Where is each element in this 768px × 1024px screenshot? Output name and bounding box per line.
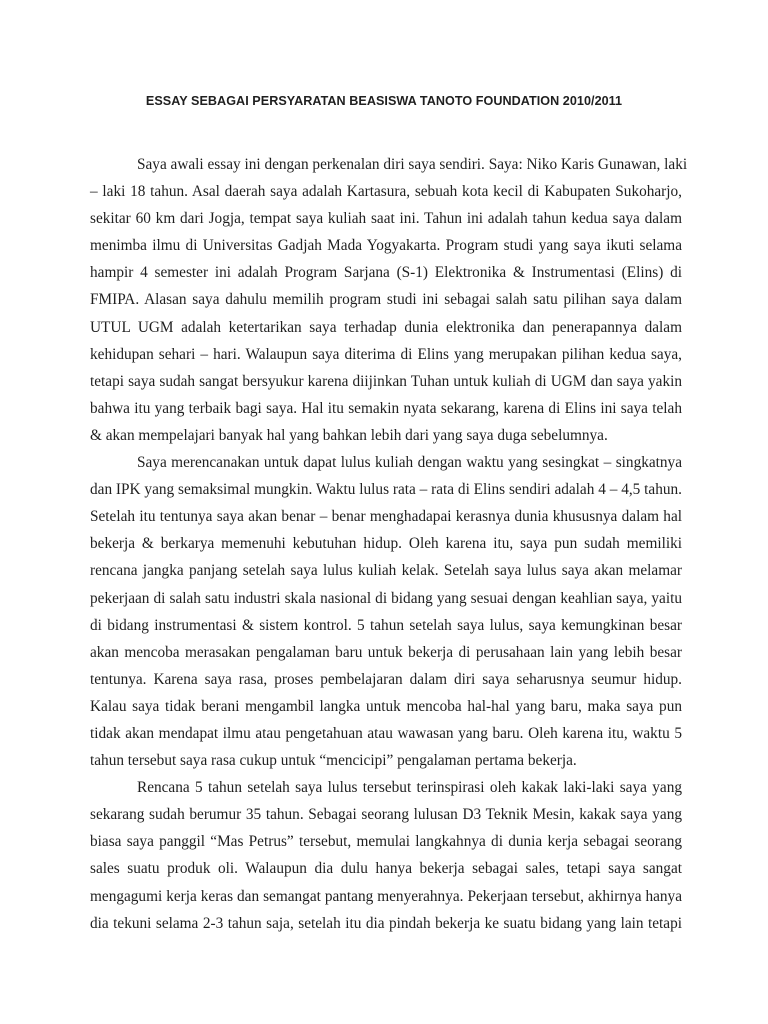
paragraph-2	[90, 449, 682, 774]
paragraph-3	[90, 774, 682, 937]
text-line: Saya awali essay ini dengan perkenalan diri saya sendiri. Saya: Niko Karis Gunawan, laki	[137, 156, 688, 173]
text-line: tetapi saya sudah sangat bersyukur karena diijinkan Tuhan untuk kuliah di UGM dan saya yakin	[90, 372, 682, 390]
text-line: kehidupan sehari – hari. Walaupun saya diterima di Elins yang merupakan pilihan kedua saya,	[90, 345, 682, 363]
text-line: Rencana 5 tahun setelah saya lulus tersebut terinspirasi oleh kakak laki-laki saya yang	[137, 779, 682, 797]
text-line: bekerja & berkarya memenuhi kebutuhan hidup. Oleh karena itu, saya pun sudah memiliki	[90, 535, 682, 553]
text-line: FMIPA. Alasan saya dahulu memilih program studi ini sebagai salah satu pilihan saya dalam	[90, 291, 682, 309]
text-line: pekerjaan di salah satu industri skala nasional di bidang yang sesuai dengan keahlian saya, yaitu	[90, 589, 682, 607]
text-line: Setelah itu tentunya saya akan benar – benar menghadapai kerasnya dunia khususnya dalam hal	[90, 508, 682, 526]
text-line: akan mencoba merasakan pengalaman baru untuk bekerja di perusahaan lain yang lebih besar	[90, 643, 682, 661]
text-line: bahwa itu yang terbaik bagi saya. Hal itu semakin nyata sekarang, karena di Elins ini saya telah	[90, 399, 682, 417]
text-line: tentunya. Karena saya rasa, proses pembelajaran dalam diri saya seharusnya seumur hidup.	[90, 670, 682, 688]
text-line: hampir 4 semester ini adalah Program Sarjana (S-1) Elektronika & Instrumentasi (Elins) di	[90, 264, 682, 282]
text-line: tidak akan mendapat ilmu atau pengetahuan atau wawasan yang baru. Oleh karena itu, waktu 5	[90, 724, 682, 742]
text-line: sekarang sudah berumur 35 tahun. Sebagai seorang lulusan D3 Teknik Mesin, kakak saya yang	[90, 806, 682, 824]
text-line: dan IPK yang semaksimal mungkin. Waktu lulus rata – rata di Elins sendiri adalah 4 – 4,5 tahun.	[90, 481, 682, 499]
text-line: sekitar 60 km dari Jogja, tempat saya kuliah saat ini. Tahun ini adalah tahun kedua saya dalam	[90, 210, 682, 228]
text-line: UTUL UGM adalah ketertarikan saya terhadap dunia elektronika dan penerapannya dalam	[90, 318, 682, 336]
text-line: tahun tersebut saya rasa cukup untuk “mencicipi” pengalaman pertama bekerja.	[90, 752, 577, 770]
text-line: – laki 18 tahun. Asal daerah saya adalah Kartasura, sebuah kota kecil di Kabupaten Sukoharjo,	[90, 183, 682, 201]
essay-body	[90, 151, 688, 937]
text-line: Kalau saya tidak berani mengambil langka untuk mencoba hal-hal yang baru, maka saya pun	[90, 697, 682, 715]
text-line: biasa saya panggil “Mas Petrus” tersebut, memulai langkahnya di dunia kerja sebagai seorang	[90, 833, 682, 851]
paragraph-1	[90, 151, 688, 449]
text-line: rencana jangka panjang setelah saya lulus kuliah kelak. Setelah saya lulus saya akan melamar	[90, 562, 682, 580]
text-line: Saya merencanakan untuk dapat lulus kuliah dengan waktu yang sesingkat – singkatnya	[137, 454, 682, 472]
text-line: mengagumi kerja keras dan semangat pantang menyerahnya. Pekerjaan tersebut, akhirnya hanya	[90, 887, 682, 905]
text-line: menimba ilmu di Universitas Gadjah Mada Yogyakarta. Program studi yang saya ikuti selama	[90, 237, 682, 255]
document-title: ESSAY SEBAGAI PERSYARATAN BEASISWA TANOTO FOUNDATION 2010/2011	[145, 94, 623, 108]
text-line: dia tekuni selama 2-3 tahun saja, setelah itu dia pindah bekerja ke suatu bidang yang lain tetapi	[90, 914, 682, 932]
text-line: sales suatu produk oli. Walaupun dia dulu hanya bekerja sebagai sales, tetapi saya sangat	[90, 860, 682, 878]
text-line: & akan mempelajari banyak hal yang bahkan lebih dari yang saya duga sebelumnya.	[90, 426, 608, 444]
text-line: di bidang instrumentasi & sistem kontrol. 5 tahun setelah saya lulus, saya kemungkinan besar	[90, 616, 682, 634]
